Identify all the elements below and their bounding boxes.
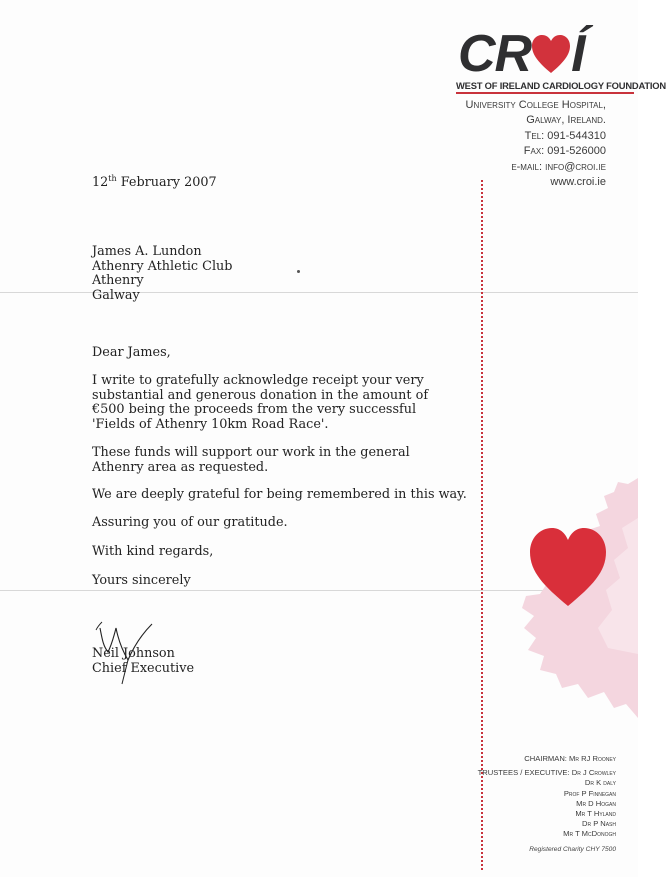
trustee-line: Mr D Hogan [576, 798, 616, 808]
recipient-line: James A. Lundon [92, 244, 202, 259]
date-suffix: th [108, 174, 117, 183]
signatory-title: Chief Executive [92, 660, 195, 676]
logo-underline [456, 92, 634, 94]
paper-speck [297, 270, 300, 273]
closing-line: With kind regards, [92, 544, 214, 559]
trustee-line: Mr T Hyland [575, 809, 616, 819]
registered-charity-note: Registered Charity CHY 7500 [529, 846, 616, 853]
signatory-name: Neil Johnson [92, 646, 175, 661]
trustee-line: Dr P Nash [581, 819, 616, 829]
trustee-line: Prof P Finnegan [563, 788, 616, 798]
body-paragraph: These funds will support our work in the general Athenry area as requested. [92, 445, 410, 475]
recipient-line: Athenry Athletic Club [92, 258, 233, 274]
logo-text-cr: CR [458, 25, 532, 83]
red-heart-icon [528, 526, 608, 610]
body-paragraph: I write to gratefully acknowledge receipt your very substantial and generous donation in the amount of €500 being the proceeds from the very successful 'Fields of Athenry 10km Road Race'. [92, 373, 429, 432]
phone-line: Tel: 091-544310 [524, 129, 606, 142]
trustee-line: TRUSTEES / EXECUTIVE: Dr J Crowley [477, 768, 616, 778]
salutation: Dear James, [92, 345, 171, 360]
trustee-line: Dr K daly [584, 778, 616, 788]
recipient-line: Galway [92, 288, 140, 304]
logo-wordmark [458, 26, 585, 82]
address-line: University College Hospital, [465, 99, 606, 111]
recipient-address [92, 245, 233, 304]
fax-line: Fax: 091-526000 [523, 145, 606, 158]
signatory-block [92, 647, 194, 676]
address-block [466, 98, 606, 190]
croi-logo [456, 18, 666, 98]
logo-text-i: Í [571, 25, 585, 83]
website-line: www.croi.ie [550, 176, 606, 189]
valediction: Yours sincerely [92, 573, 191, 588]
trustee-line: Mr T McDonogh [563, 829, 616, 839]
chairman-line: CHAIRMAN: Mr RJ Rooney [524, 754, 616, 763]
date-day: 12 [92, 175, 109, 190]
recipient-line: Athenry [92, 273, 144, 289]
letter-date [92, 172, 217, 190]
logo-heart-icon [531, 32, 571, 76]
email-line: e-mail: info@croi.ie [511, 160, 606, 173]
date-rest: February 2007 [116, 175, 217, 190]
trustees-block [478, 754, 616, 840]
logo-subtitle: WEST OF IRELAND CARDIOLOGY FOUNDATION [456, 80, 666, 91]
body-paragraph: We are deeply grateful for being remembered in this way. [92, 487, 467, 502]
body-paragraph: Assuring you of our gratitude. [92, 515, 288, 530]
address-line: Galway, Ireland. [526, 114, 606, 127]
